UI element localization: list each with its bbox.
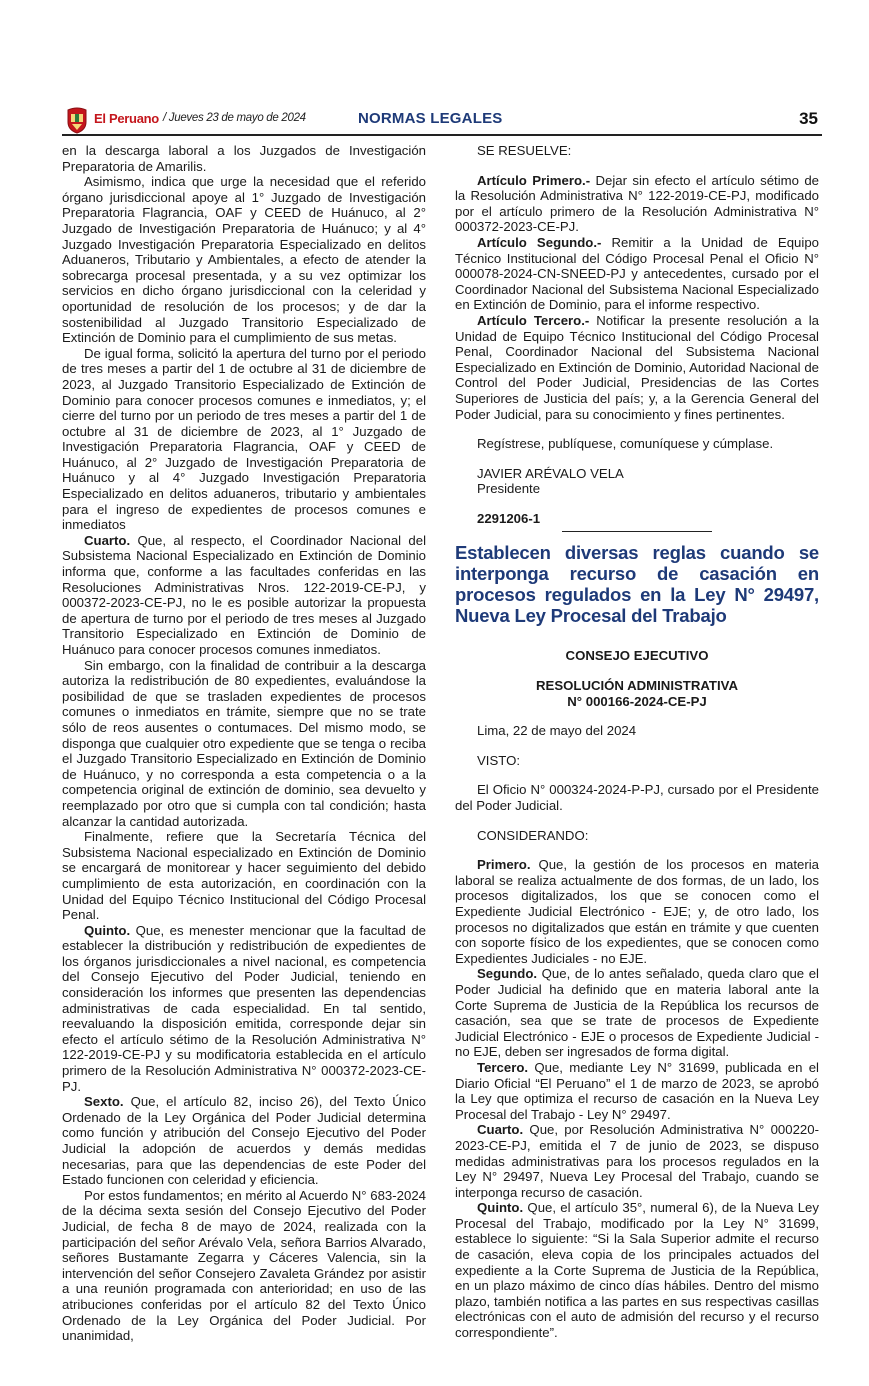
paragraph [62,923,426,1095]
newspaper-name: El Peruano [94,111,159,126]
paragraph-lead: Tercero. [477,1059,529,1075]
spacer [455,497,819,511]
spacer [455,159,819,173]
left-column [62,143,426,1344]
spacer [455,814,819,828]
article-body: Remitir a la Unidad de Equipo Técnico Institucional del Código Procesal Penal el Oficio N° 000078-2024-CN-SNEED-PJ y antecedentes, cursado por el Coordinador Nacional del Subsistema Nacional Especializado en Extinción de Dominio, para el informe respectivo. [455,234,819,313]
paragraph: Por estos fundamentos; en mérito al Acuerdo N° 683-2024 de la décima sexta sesión del Consejo Ejecutivo del Poder Judicial, de fecha 8 de mayo de 2024, realizada con la participación del señor Arévalo Vela, señora Barrios Alvarado, señores Bustamante Zegarra y Cáceres Valencia, sin la intervención del señor Consejero Zavaleta Grández por asistir a una reunión programada con anterioridad; en uso de las atribuciones conferidas por el artículo 82 del Texto Único Ordenado de la Ley Orgánica del Poder Judicial. Por unanimidad, [62,1187,426,1344]
spacer [455,768,819,782]
resuelve-heading: SE RESUELVE: [477,143,572,158]
article-lead: Artículo Tercero.- [477,312,590,328]
article-lead: Artículo Primero.- [477,172,591,188]
paragraph: De igual forma, solicitó la apertura del turno por el periodo de tres meses a partir del 1 de octubre al 31 de diciembre de 2023, al Juzgado Transitorio Especializado de Extinción de Dominio para conocer procesos comunes e inmediatos, y; el cierre del turno por un periodo de tres meses a partir del 1 de octubre al 31 de diciembre de 2023, al 1° Juzgado de Investigación Preparatoria Flagrancia, OAF y CEED de Huánuco, al 2° Juzgado de Investigación Preparatoria de Huánuco y al 4° Juzgado Investigación Preparatoria Especializado en delitos aduaneros, tributario y ambientales para el ingreso de expedientes de procesos comunes e inmediatos [62,345,426,533]
issue-date: / Jueves 23 de mayo de 2024 [163,112,306,124]
norm-title: Establecen diversas reglas cuando se interponga recurso de casación en procesos regulados en la Ley N° 29497, Nueva Ley Procesal del Trabajo [455,542,819,627]
article-body: Notificar la presente resolución a la Unidad de Equipo Técnico Institucional del Código Procesal Penal, Coordinador Nacional del Subsistema Nacional Especializado en Extinción de Dominio, Autoridad Nacional de Control del Poder Judicial, Presidencias de las Cortes Superiores de Justicia del país; y, a la Gerencia General del Poder Judicial, para su conocimiento y fines pertinentes. [455,312,819,422]
spacer [455,626,819,648]
section-divider [562,531,712,532]
article [455,235,819,313]
paragraph-body: Que, por Resolución Administrativa N° 000220-2023-CE-PJ, emitida el 7 de junio de 2023, se dispuso medidas administrativas para los procesos regulados en la Ley N° 29497, Nueva Ley Procesal del Trabajo, cuando se interponga recurso de casación. [455,1122,819,1200]
paragraph: Sin embargo, con la finalidad de contribuir a la descarga autoriza la redistribución de 80 expedientes, evaluándose la posibilidad de que se trasladen expedientes de procesos comunes o inmediatos en trámite, siempre que no se trate sólo de reos ausentes o contumaces. Del mismo modo, se disponga que cualquier otro expediente que se tenga o reciba el Juzgado Transitorio Especializado en Extinción de Dominio de Huánuco, y no corresponda a esta competencia o a la competencia original de extinción de dominio, sea devuelto y reemplazado por otro que si cumpla con tal condición; hasta alcanzar la cantidad autorizada. [62,657,426,829]
paragraph-body: Que, al respecto, el Coordinador Nacional del Subsistema Nacional Especializado en Extinción de Dominio informa que, conforme a las facultades conferidas en las Resoluciones Administrativas Nros. 122-2019-CE-PJ, y 000372-2023-CE-PJ, no le es posible autorizar la propuesta de apertura de turno por el periodo de tres meses al Juzgado Transitorio Especializado en Extinción de Dominio de Huánuco para conocer procesos comunes inmediatos. [62,532,426,657]
paragraph-lead: Segundo. [477,966,538,982]
paragraph-body: Que, mediante Ley N° 31699, publicada en el Diario Oficial “El Peruano” el 1 de marzo de 2023, se aprobó la Ley que optimiza el recurso de casación en la Nueva Ley Procesal del Trabajo - Ley N° 29497. [455,1059,819,1122]
paragraph: El Oficio N° 000324-2024-P-PJ, cursado por el Presidente del Poder Judicial. [455,782,819,814]
paragraph-body: Que, el artículo 82, inciso 26), del Texto Único Ordenado de la Ley Orgánica del Poder Judicial determina como función y atribución del Consejo Ejecutivo del Poder Judicial la adopción de acuerdos y demás medidas necesarias, para que las dependencias de este Poder del Estado funcionen con celeridad y eficiencia. [62,1094,426,1188]
visto-heading: VISTO: [477,752,520,768]
closing-formula: Regístrese, publíquese, comuníquese y cúmplase. [477,436,774,452]
spacer [455,709,819,723]
paragraph-lead: Quinto. [84,922,131,938]
paragraph-body: Que, de lo antes señalado, queda claro que el Poder Judicial ha definido que en materia laboral ante la Corte Suprema de Justicia de la República los recursos de casación, sea que se trate de procesos de Expediente Judicial Electrónico - EJE o procesos de Expediente Judicial - no EJE, deben ser ingresados de forma digital. [455,966,819,1060]
place-date: Lima, 22 de mayo del 2024 [477,723,637,739]
considerando-heading: CONSIDERANDO: [477,827,589,843]
article [455,313,819,422]
publication-code: 2291206-1 [477,510,541,526]
paragraph: Asimismo, indica que urge la necesidad que el referido órgano jurisdiccional apoye al 1° Juzgado de Investigación Preparatoria Flagrancia, OAF y CEED de Huánuco, al 2° Juzgado de Investigación Preparatoria de Huánuco; y al 4° Juzgado Investigación Preparatoria Especializado en delitos Aduaneros, Tributario y Ambientales, a efecto de atender la sobrecarga procesal presentada, y a su vez optimizar los servicios en dicho órgano jurisdiccional con la celeridad y oportunidad de resolución de los procesos; y de dar la sostenibilidad al Juzgado Transitorio Especializado de Extinción de Dominio para el cumplimiento de sus metas. [62,174,426,346]
spacer [455,843,819,857]
paragraph [455,857,819,966]
resolution-number: N° 000166-2024-CE-PJ [567,693,707,709]
resolution-title: RESOLUCIÓN ADMINISTRATIVA [536,678,738,694]
spacer [455,452,819,466]
signer-role: Presidente [477,481,541,497]
coat-of-arms-logo [66,106,88,134]
spacer [455,664,819,678]
section-title: NORMAS LEGALES [358,110,503,127]
paragraph-lead: Cuarto. [477,1122,524,1138]
paragraph [62,533,426,658]
paragraph-body: Que, es menester mencionar que la facultad de establecer la distribución y redistribución de expedientes de los órganos jurisdiccionales a nivel nacional, es competencia del Consejo Ejecutivo del Poder Judicial, teniendo en consideración los informes que presenten las dependencias administrativas de cada especialidad. En tal sentido, reevaluando la disposición emitida, corresponde dejar sin efecto el artículo sétimo de la Resolución Administrativa N° 122-2019-CE-PJ y su modificatoria establecida en el artículo primero de la Resolución Administrativa N° 000372-2023-CE-PJ. [62,922,426,1094]
signer-name: JAVIER ARÉVALO VELA [477,465,624,481]
article-lead: Artículo Segundo.- [477,234,602,250]
spacer [455,422,819,436]
paragraph: Finalmente, refiere que la Secretaría Técnica del Subsistema Nacional especializado en Extinción de Dominio se encargará de monitorear y hacer seguimiento del debido cumplimiento de esta autorización, en coordinación con la Unidad del Equipo Técnico Institucional del Código Procesal Penal. [62,829,426,923]
article-body: Dejar sin efecto el artículo sétimo de la Resolución Administrativa N° 122-2019-CE-PJ, modificado por el artículo primero de la Resolución Administrativa N° 000372-2023-CE-PJ. [455,172,819,235]
paragraph [455,1060,819,1122]
spacer [455,739,819,753]
article [455,173,819,235]
paragraph [62,1094,426,1188]
paragraph [455,966,819,1060]
paragraph-lead: Cuarto. [84,532,131,548]
paragraph-body: Que, el artículo 35°, numeral 6), de la Nueva Ley Procesal del Trabajo, modificado por la Ley N° 31699, establece lo siguiente: “Si la Sala Superior admite el recurso de casación, eleva copia de los principales actuados del expediente a la Corte Suprema de Justicia de la República, en un plazo máximo de cinco días hábiles. Dentro del mismo plazo, también notifica a las partes en sus respectivas casillas electrónicas con el auto de admisión del recurso y el recurso correspondiente”. [455,1200,819,1341]
right-column [455,143,819,1341]
paragraph-body: Que, la gestión de los procesos en materia laboral se realiza actualmente de dos formas, de un lado, los procesos digitalizados, los que se conocen como el Expediente Judicial Electrónico - EJE; y, de otro lado, los procesos no digitalizados que están en trámite y que cuenten con soporte físico de los expedientes, que se conocen como Expedientes Judiciales - no EJE. [455,857,819,966]
paragraph [455,1122,819,1200]
paragraph-lead: Sexto. [84,1094,124,1110]
page-header [62,106,822,138]
paragraph-lead: Quinto. [477,1200,524,1216]
paragraph-lead: Primero. [477,857,531,873]
header-rule [62,134,822,136]
issuing-body: CONSEJO EJECUTIVO [565,648,709,664]
paragraph [455,1200,819,1340]
page-number: 35 [799,109,818,128]
paragraph: en la descarga laboral a los Juzgados de Investigación Preparatoria de Amarilis. [62,143,426,174]
